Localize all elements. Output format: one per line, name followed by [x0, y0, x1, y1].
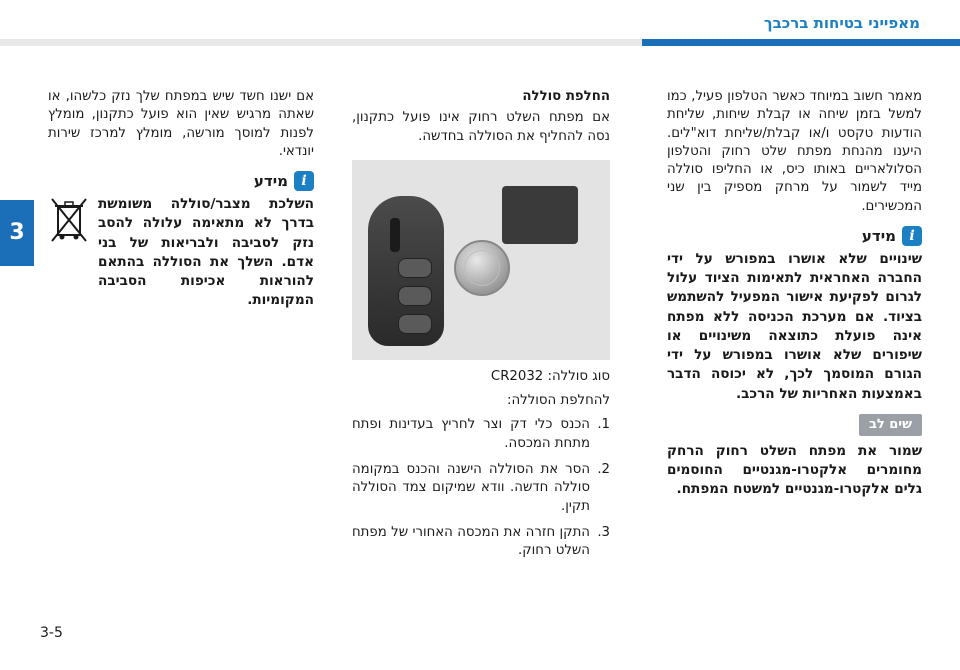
header-rule-accent	[642, 39, 960, 46]
info-icon: i	[294, 171, 314, 191]
battery-intro-paragraph: אם מפתח השלט רחוק אינו פועל כתקנון, נסה להחליף את הסוללה בחדשה.	[352, 110, 610, 144]
battery-inner-ring	[464, 250, 500, 286]
left-notice-heading	[48, 171, 314, 191]
note-badge: שים לב	[859, 414, 922, 436]
page-number: 3-5	[40, 625, 63, 641]
step-item	[352, 461, 610, 516]
replacement-steps	[352, 416, 610, 560]
step-number: .1	[597, 417, 610, 433]
info-icon: i	[902, 226, 922, 246]
key-battery-photo	[352, 160, 610, 360]
note-text: שמור את מפתח השלט רחוק הרחק מחומרים אלקטרו-מגנטיים החוסמים גלים אלקטרו-מגנטיים למשטח המפתח.	[667, 443, 922, 498]
right-intro-paragraph: מאמר חשוב במיוחד כאשר הטלפון פעיל, כמו למשל בזמן שיחה או קבלת שיחות, שליחת הודעות טקסט ו/או קבלת/שליחת דוא"לים. היענו מהנחת מפתח שלט רחוק והטלפון הסלולאריים באותו כיס, או החליפו סוללה מייד לשמור על מרחק מספיק בין שני המכשירים.	[667, 89, 922, 214]
key-blade-slot	[390, 218, 400, 252]
step-text: הסר את הסוללה הישנה והכנס במקומה סוללה חדשה. וודא שמיקום צמד הסוללה תקין.	[352, 462, 590, 514]
step-text: הכנס כלי דק וצר לחריץ בעדינות ופתח מתחת המכסה.	[352, 417, 590, 451]
middle-column	[352, 88, 610, 569]
left-column	[48, 88, 314, 310]
note-badge-wrapper	[667, 404, 922, 442]
step-item	[352, 416, 610, 453]
key-fob-illustration	[368, 196, 444, 346]
key-back-cover-illustration	[502, 186, 578, 244]
page-section-title: מאפייני בטיחות ברכבך	[763, 14, 920, 32]
key-button-illustration	[398, 258, 432, 278]
right-notice-heading	[667, 226, 922, 246]
procedure-title: להחלפת הסוללה:	[507, 393, 610, 409]
crossed-out-bin-icon	[48, 195, 90, 245]
step-number: .3	[597, 524, 610, 540]
left-notice-title: מידע	[253, 172, 288, 191]
right-column	[667, 88, 922, 500]
key-button-illustration	[398, 286, 432, 306]
disposal-notice-text: השלכת מצבר/סוללה משומשת בדרך לא מתאימה עלולה להסב נזק לסביבה ולבריאות של בני אדם. השלך את הסוללה בהתאם להוראות אכיפות הסביבה המקומיות.	[98, 196, 314, 309]
step-text: התקן חזרה את המכסה האחורי של מפתח השלט רחוק.	[352, 524, 590, 559]
left-intro-paragraph: אם ישנו חשד שיש במפתח שלך נזק כלשהו, או שאתה מרגיש שאין הוא פועל כתקנון, מומלץ לפנות למוסך מורשה, מומלץ למרכז שירות יונדאי.	[48, 89, 314, 159]
disposal-notice	[48, 195, 314, 310]
coin-battery-illustration	[454, 240, 510, 296]
right-notice-text: שינויים שלא אושרו במפורש על ידי החברה האחראית לתאימות הציוד עלול לגרום לפקיעת אישור המפעיל להשתמש בציוד. אם מערכת הכניסה ללא מפתח אינה פועלת כתוצאה משינויים או שיפורים שלא אושרו במפורש על ידי הגורם המוסמך לכך, לא יכוסה הדבר באמצעות האחריות של הרכב.	[667, 251, 922, 402]
battery-replacement-heading: החלפת סוללה	[522, 89, 610, 104]
step-item	[352, 524, 610, 561]
right-notice-title: מידע	[861, 226, 896, 245]
chapter-tab: 3	[0, 200, 34, 266]
key-button-illustration	[398, 314, 432, 334]
step-number: .2	[597, 462, 610, 478]
battery-type: סוג סוללה: CR2032	[490, 368, 610, 384]
